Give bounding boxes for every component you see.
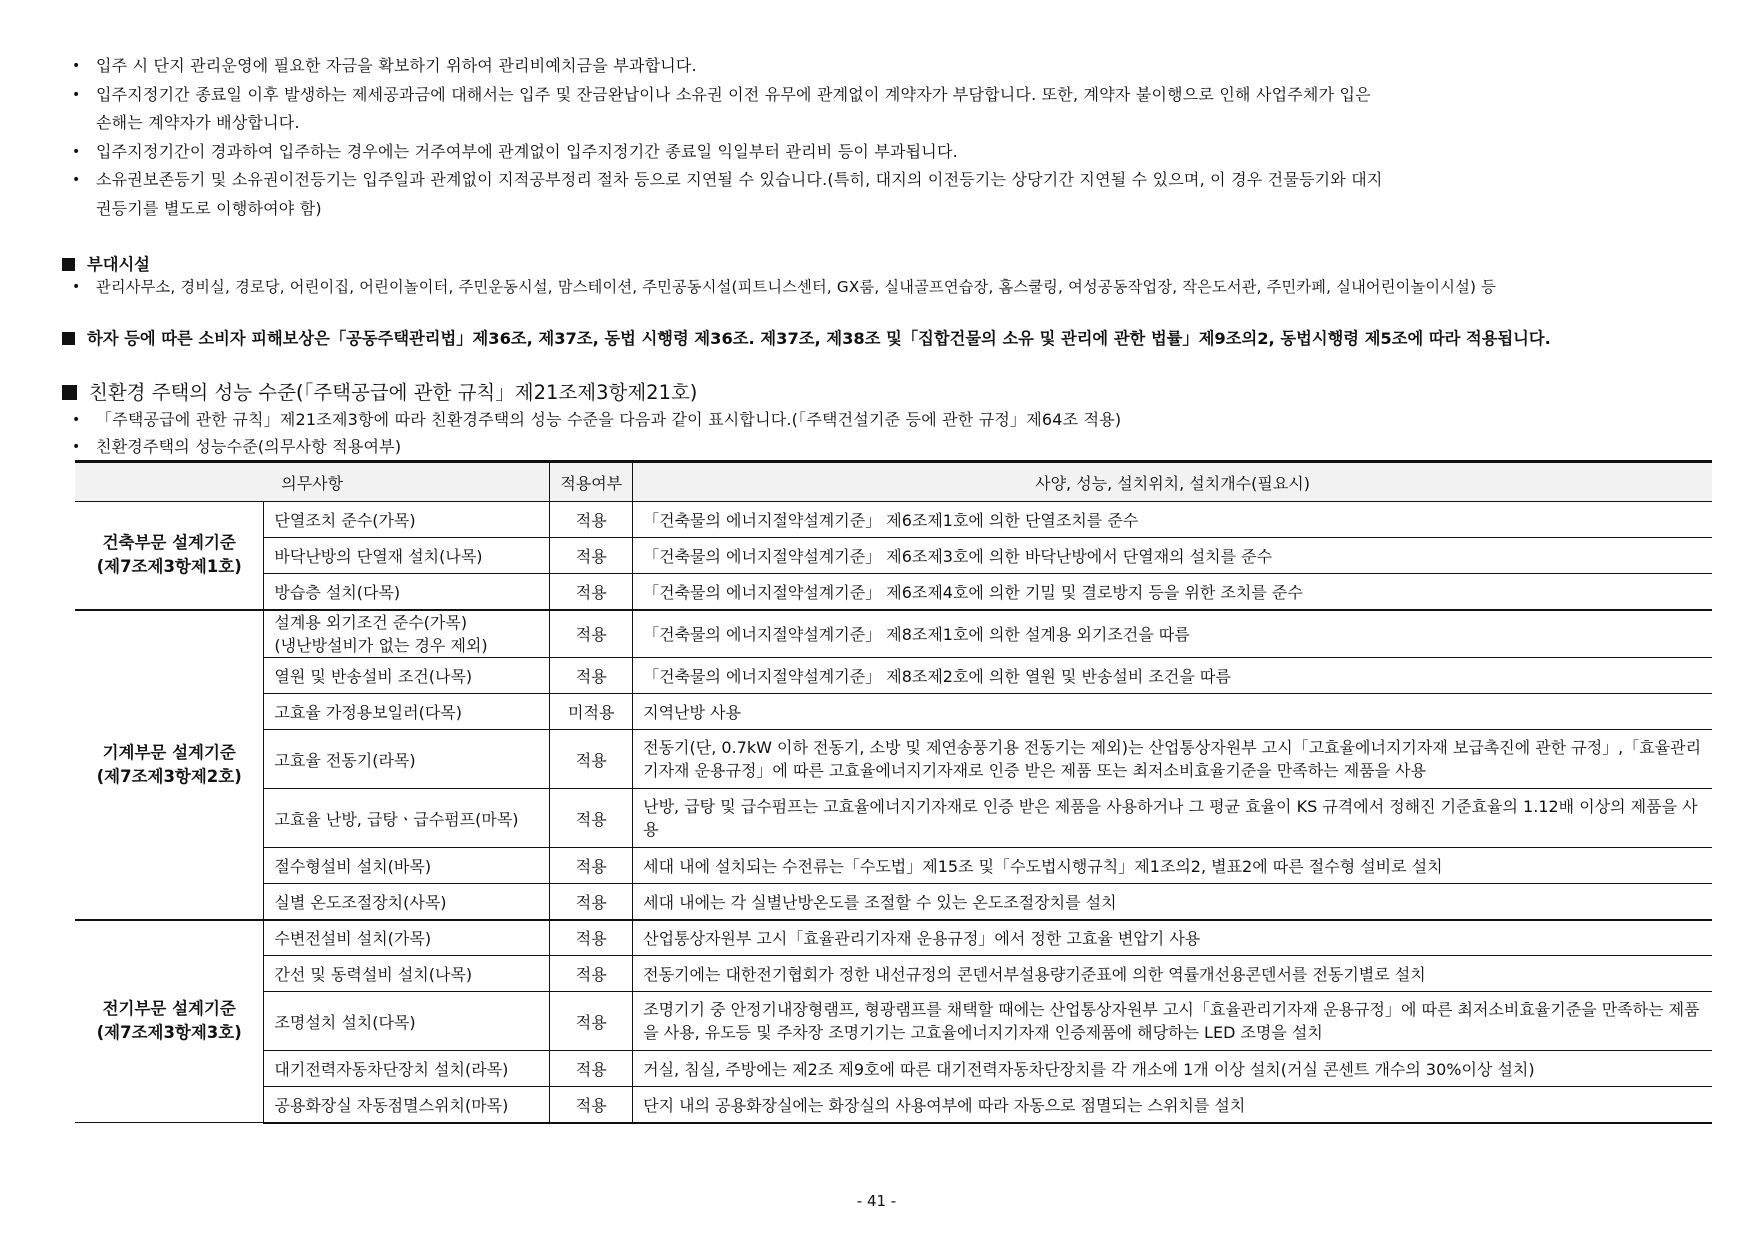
square-bullet-icon xyxy=(62,258,75,271)
apply-cell: 적용 xyxy=(550,1087,633,1123)
apply-cell: 적용 xyxy=(550,502,633,538)
apply-cell: 미적용 xyxy=(550,694,633,730)
header-cell: 의무사항 xyxy=(75,462,550,502)
spec-cell: 「건축물의 에너지절약설계기준」 제6조제1호에 의한 단열조치를 준수 xyxy=(633,502,1712,538)
bullet-continuation: 권등기를 별도로 이행하여야 함) xyxy=(96,198,322,218)
section-eco-title: 친환경 주택의 성능 수준(「주택공급에 관한 규칙」제21조제3항제21호) xyxy=(62,377,697,405)
item-cell: 설계용 외기조건 준수(가목) (냉난방설비가 없는 경우 제외) xyxy=(264,610,550,658)
table-row xyxy=(75,992,1712,1051)
item-cell: 고효율 가정용보일러(다목) xyxy=(264,694,550,730)
spec-cell: 세대 내에는 각 실별난방온도를 조절할 수 있는 온도조절장치를 설치 xyxy=(633,884,1712,920)
item-cell: 바닥난방의 단열재 설치(나목) xyxy=(264,538,550,574)
item-cell: 실별 온도조절장치(사목) xyxy=(264,884,550,920)
apply-cell: 적용 xyxy=(550,956,633,992)
header-cell: 사양, 성능, 설치위치, 설치개수(필요시) xyxy=(633,462,1712,502)
table-row xyxy=(75,884,1712,920)
bullet-item: • 입주 시 단지 관리운영에 필요한 자금을 확보하기 위하여 관리비예치금을 부과합니다. xyxy=(72,56,697,75)
group-cell: 전기부문 설계기준 (제7조제3항제3호) xyxy=(75,920,264,1123)
group-cell: 건축부문 설계기준 (제7조제3항제1호) xyxy=(75,502,264,610)
table-header-row xyxy=(75,462,1712,502)
item-cell: 수변전설비 설치(가목) xyxy=(264,920,550,956)
item-cell: 간선 및 동력설비 설치(나목) xyxy=(264,956,550,992)
spec-cell: 「건축물의 에너지절약설계기준」 제6조제3호에 의한 바닥난방에서 단열재의 설치를 준수 xyxy=(633,538,1712,574)
table-row xyxy=(75,848,1712,884)
item-cell: 열원 및 반송설비 조건(나목) xyxy=(264,658,550,694)
spec-cell: 전동기(단, 0.7kW 이하 전동기, 소방 및 제연송풍기용 전동기는 제외)는 산업통상자원부 고시「고효율에너지기자재 보급촉진에 관한 규정」,「효율관리기자재 운용규정」에 따른 고효율에너지기자재로 인증 받은 제품 또는 최저소비효율기준을 만족하는 제품을 사용 xyxy=(633,730,1712,789)
spec-cell: 거실, 침실, 주방에는 제2조 제9호에 따른 대기전력자동차단장치를 각 개소에 1개 이상 설치(거실 콘센트 개수의 30%이상 설치) xyxy=(633,1051,1712,1087)
spec-cell: 「건축물의 에너지절약설계기준」 제8조제2호에 의한 열원 및 반송설비 조건을 따름 xyxy=(633,658,1712,694)
item-cell: 공용화장실 자동점멸스위치(마목) xyxy=(264,1087,550,1123)
spec-cell: 단지 내의 공용화장실에는 화장실의 사용여부에 따라 자동으로 점멸되는 스위치를 설치 xyxy=(633,1087,1712,1123)
table-row xyxy=(75,1051,1712,1087)
spec-cell: 세대 내에 설치되는 수전류는「수도법」제15조 및「수도법시행규칙」제1조의2, 별표2에 따른 절수형 설비로 설치 xyxy=(633,848,1712,884)
eco-performance-table xyxy=(75,460,1712,1124)
section-damage-title: 하자 등에 따른 소비자 피해보상은「공동주택관리법」제36조, 제37조, 동법 시행령 제36조. 제37조, 제38조 및「집합건물의 소유 및 관리에 관한 법률」제9조의2, 동법시행령 제5조에 따라 적용됩니다. xyxy=(62,325,1551,349)
spec-cell: 조명기기 중 안정기내장형램프, 형광램프를 채택할 때에는 산업통상자원부 고시「효율관리기자재 운용규정」에 따른 최저소비효율기준을 만족하는 제품을 사용, 유도등 및 주차장 조명기기는 고효율에너지기자재 인증제품에 해당하는 LED 조명을 설치 xyxy=(633,992,1712,1051)
table-row xyxy=(75,956,1712,992)
facilities-list xyxy=(62,273,1722,301)
apply-cell: 적용 xyxy=(550,658,633,694)
item-cell: 고효율 난방, 급탕ㆍ급수펌프(마목) xyxy=(264,789,550,848)
section-facilities-title: 부대시설 xyxy=(62,251,150,275)
apply-cell: 적용 xyxy=(550,538,633,574)
apply-cell: 적용 xyxy=(550,992,633,1051)
apply-cell: 적용 xyxy=(550,730,633,789)
table-row xyxy=(75,538,1712,574)
table-row xyxy=(75,730,1712,789)
item-cell: 단열조치 준수(가목) xyxy=(264,502,550,538)
table-row xyxy=(75,658,1712,694)
table-row xyxy=(75,574,1712,610)
apply-cell: 적용 xyxy=(550,920,633,956)
table-row xyxy=(75,920,1712,956)
spec-cell: 「건축물의 에너지절약설계기준」 제6조제4호에 의한 기밀 및 결로방지 등을 위한 조치를 준수 xyxy=(633,574,1712,610)
apply-cell: 적용 xyxy=(550,884,633,920)
square-bullet-icon xyxy=(62,332,75,345)
bullet-item: • 「주택공급에 관한 규칙」제21조제3항에 따라 친환경주택의 성능 수준을 다음과 같이 표시합니다.(「주택건설기준 등에 관한 규정」제64조 적용) xyxy=(72,410,1122,429)
square-bullet-icon xyxy=(62,385,77,400)
bullet-continuation: 손해는 계약자가 배상합니다. xyxy=(96,113,300,132)
apply-cell: 적용 xyxy=(550,1051,633,1087)
bullet-item: • 입주지정기간이 경과하여 입주하는 경우에는 거주여부에 관계없이 입주지정기간 종료일 익일부터 관리비 등이 부과됩니다. xyxy=(72,141,958,161)
item-cell: 조명설치 설치(다목) xyxy=(264,992,550,1051)
notice-bullets xyxy=(62,52,1722,223)
item-cell: 방습층 설치(다목) xyxy=(264,574,550,610)
item-cell: 대기전력자동차단장치 설치(라목) xyxy=(264,1051,550,1087)
item-cell: 절수형설비 설치(바목) xyxy=(264,848,550,884)
bullet-item: • 입주지정기간 종료일 이후 발생하는 제세공과금에 대해서는 입주 및 잔금완납이나 소유권 이전 유무에 관계없이 계약자가 부담합니다. 또한, 계약자 불이행으로 인해 사업주체가 입은 xyxy=(72,84,1371,104)
spec-cell: 「건축물의 에너지절약설계기준」 제8조제1호에 의한 설계용 외기조건을 따름 xyxy=(633,610,1712,658)
header-cell: 적용여부 xyxy=(550,462,633,502)
table-row xyxy=(75,1087,1712,1123)
table-row xyxy=(75,694,1712,730)
spec-cell: 산업통상자원부 고시「효율관리기자재 운용규정」에서 정한 고효율 변압기 사용 xyxy=(633,920,1712,956)
item-cell: 고효율 전동기(라목) xyxy=(264,730,550,789)
table-row xyxy=(75,610,1712,658)
group-cell: 기계부문 설계기준 (제7조제3항제2호) xyxy=(75,610,264,920)
table-row xyxy=(75,502,1712,538)
bullet-item: • 소유권보존등기 및 소유권이전등기는 입주일과 관계없이 지적공부정리 절차 등으로 지연될 수 있습니다.(특히, 대지의 이전등기는 상당기간 지연될 수 있으며, 이 경우 건물등기와 대지 xyxy=(72,170,1383,189)
bullet-item: • 친환경주택의 성능수준(의무사항 적용여부) xyxy=(72,437,402,456)
page-number: - 41 - xyxy=(856,1192,897,1210)
spec-cell: 전동기에는 대한전기협회가 정한 내선규정의 콘덴서부설용량기준표에 의한 역률개선용콘덴서를 전동기별로 설치 xyxy=(633,956,1712,992)
apply-cell: 적용 xyxy=(550,848,633,884)
eco-bullets xyxy=(62,406,1722,460)
table-row xyxy=(75,789,1712,848)
apply-cell: 적용 xyxy=(550,789,633,848)
apply-cell: 적용 xyxy=(550,574,633,610)
bullet-item: • 관리사무소, 경비실, 경로당, 어린이집, 어린이놀이터, 주민운동시설, 맘스테이션, 주민공동시설(피트니스센터, GX룸, 실내골프연습장, 홈스쿨링, 여성공동작업장, 작은도서관, 주민카페, 실내어린이놀이시설) 등 xyxy=(72,278,1497,296)
apply-cell: 적용 xyxy=(550,610,633,658)
spec-cell: 난방, 급탕 및 급수펌프는 고효율에너지기자재로 인증 받은 제품을 사용하거나 그 평균 효율이 KS 규격에서 정해진 기준효율의 1.12배 이상의 제품을 사용 xyxy=(633,789,1712,848)
spec-cell: 지역난방 사용 xyxy=(633,694,1712,730)
